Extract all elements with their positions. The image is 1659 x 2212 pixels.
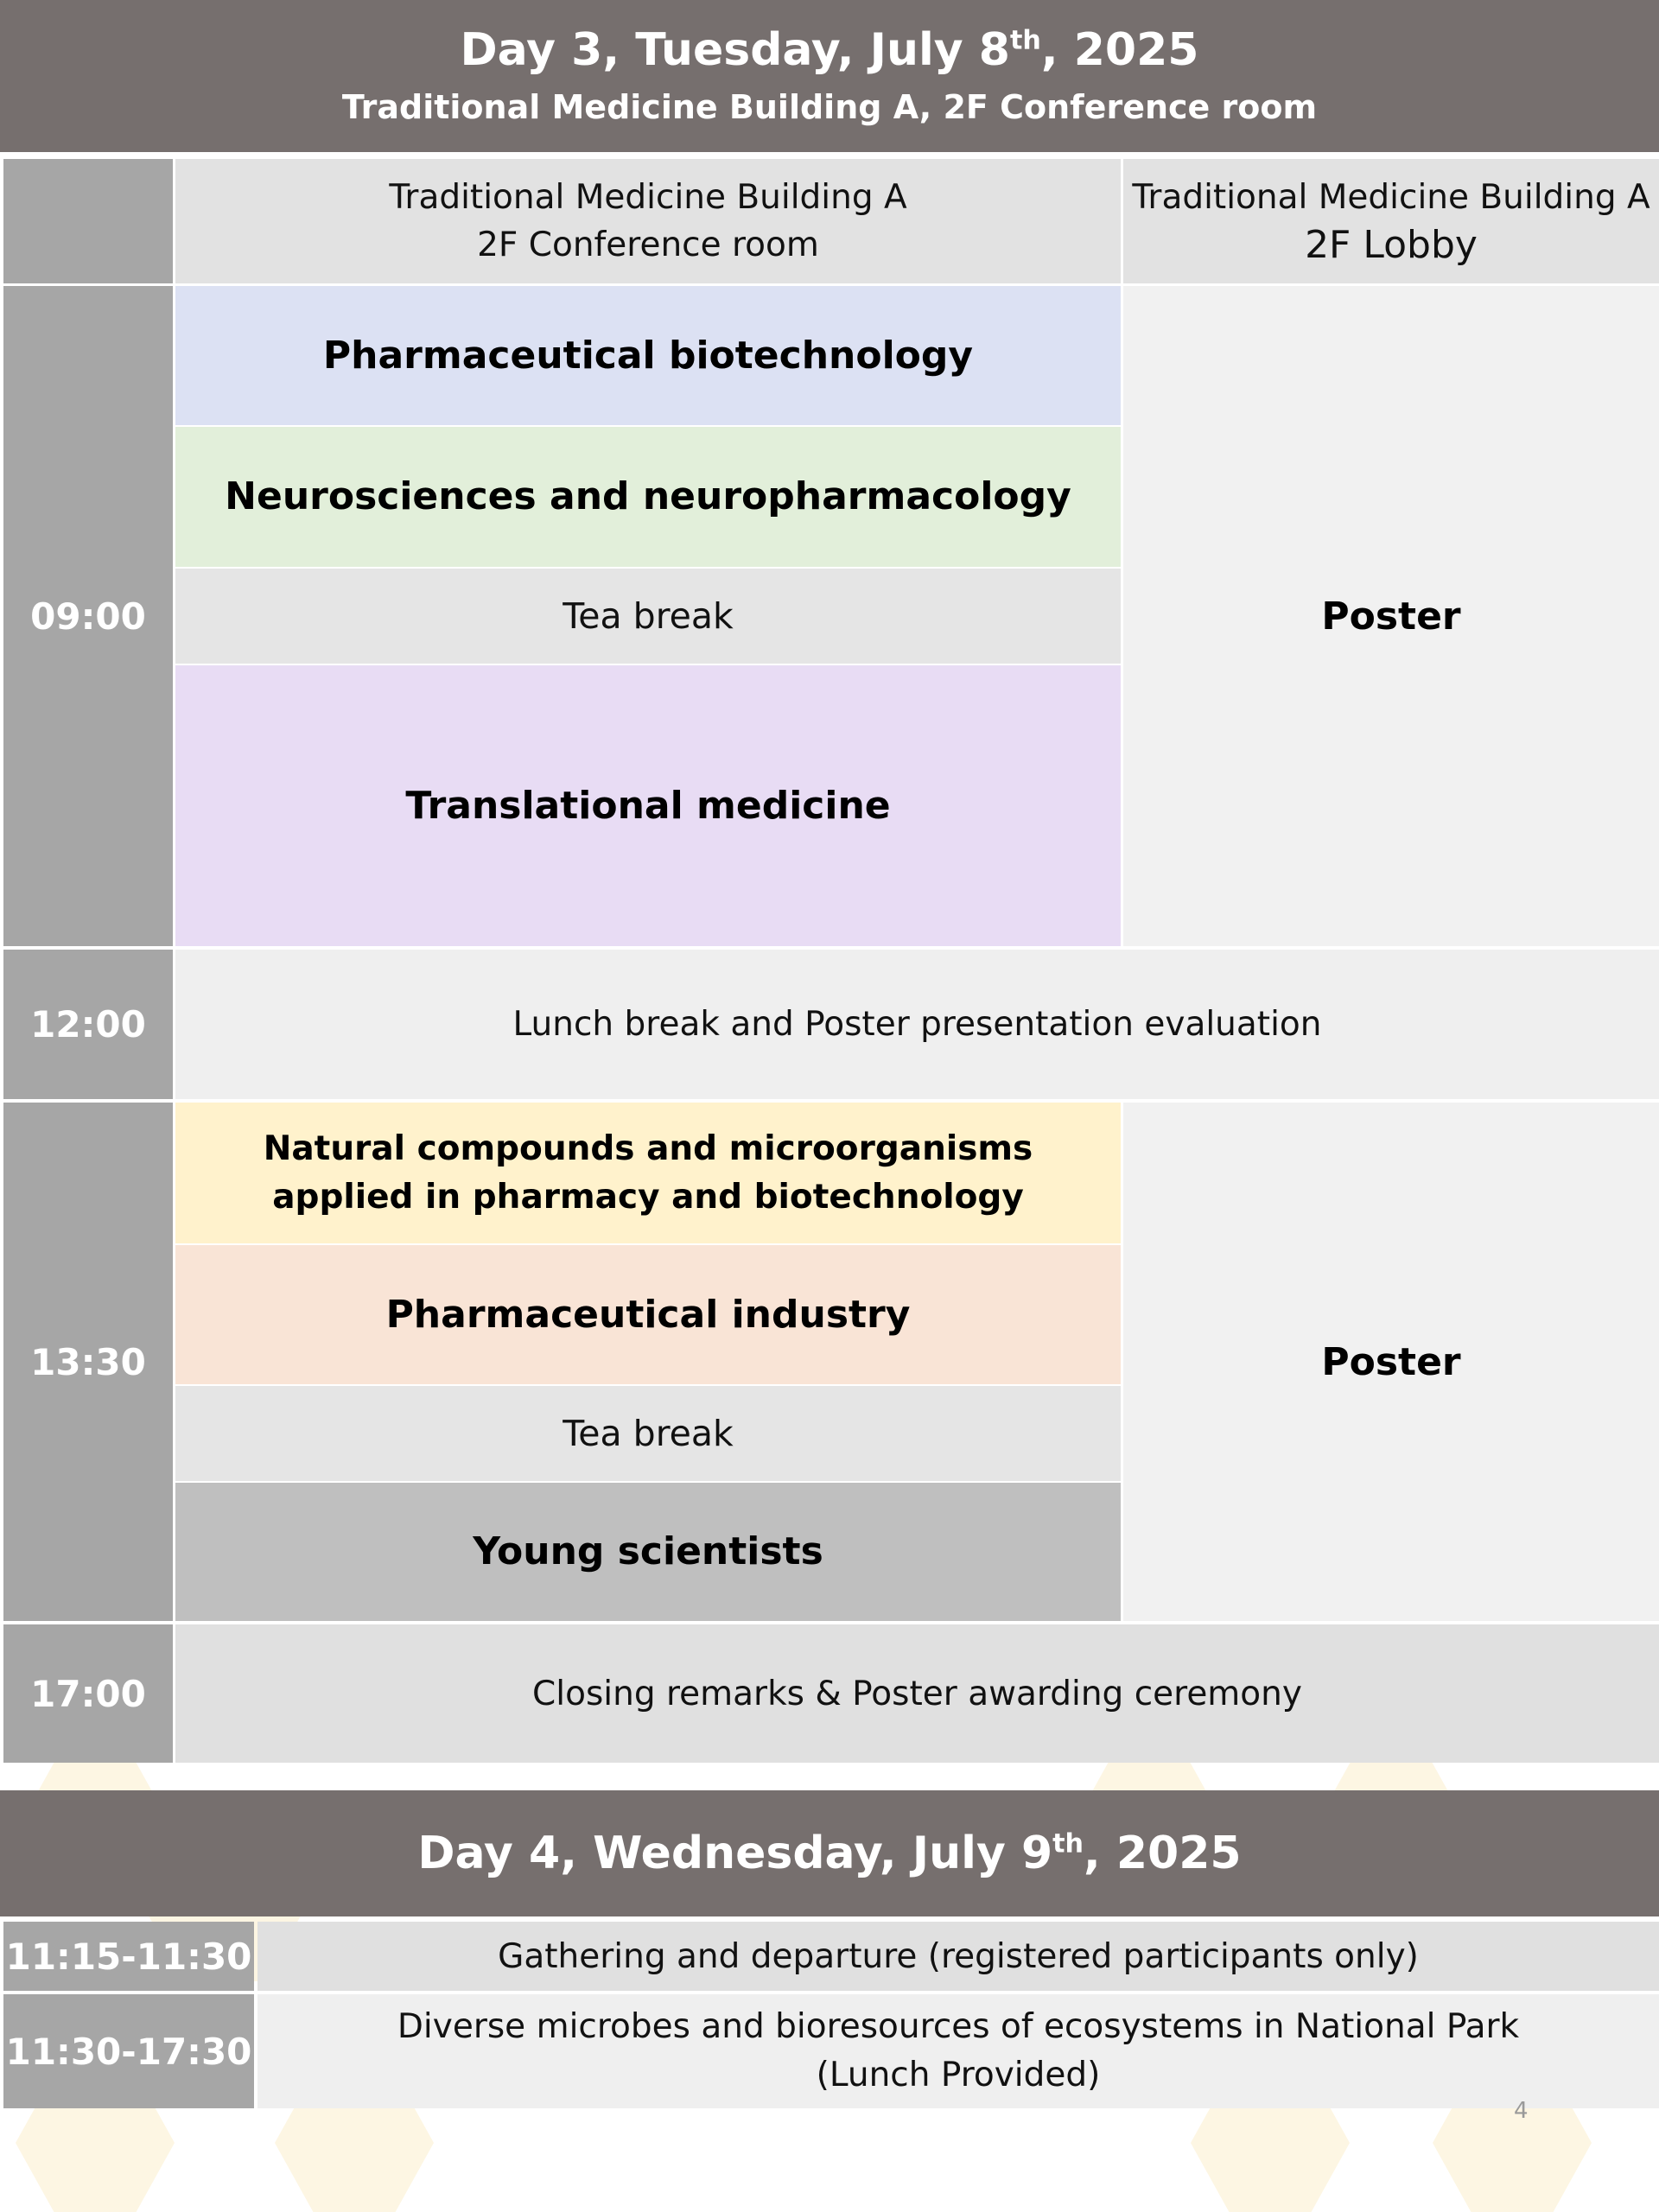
session-young-scientists: Young scientists [175, 1481, 1121, 1621]
poster-afternoon: Poster [1123, 1103, 1659, 1621]
closing-remarks: Closing remarks & Poster awarding ceremony [175, 1624, 1659, 1763]
day4-time-2: 11:30-17:30 [3, 1994, 254, 2108]
time-1330: 13:30 [3, 1103, 173, 1621]
day4-activity-2: Diverse microbes and bioresources of ecosystems in National Park (Lunch Provided) [257, 1994, 1659, 2108]
session-natural-compounds: Natural compounds and microorganisms applied in pharmacy and biotechnology [175, 1103, 1121, 1243]
lobby-header: Traditional Medicine Building A 2F Lobby [1123, 159, 1659, 283]
session-translational-medicine: Translational medicine [175, 664, 1121, 946]
session-pharmaceutical-biotechnology: Pharmaceutical biotechnology [175, 286, 1121, 425]
time-0900: 09:00 [3, 286, 173, 946]
day3-banner [0, 0, 1659, 152]
poster-morning: Poster [1123, 286, 1659, 946]
lunch-break: Lunch break and Poster presentation evaluation [175, 950, 1659, 1099]
time-header-cell [3, 159, 173, 283]
conference-room-header: Traditional Medicine Building A 2F Conference room [175, 159, 1121, 283]
day4-title: Day 4, Wednesday, July 9th, 2025 [417, 1827, 1242, 1879]
time-1700: 17:00 [3, 1624, 173, 1763]
day3-subtitle: Traditional Medicine Building A, 2F Conference room [341, 88, 1318, 126]
time-1200: 12:00 [3, 950, 173, 1099]
tea-break-morning: Tea break [175, 567, 1121, 664]
day3-title: Day 3, Tuesday, July 8th, 2025 [460, 24, 1199, 76]
day4-activity-1: Gathering and departure (registered participants only) [257, 1922, 1659, 1991]
day4-banner [0, 1790, 1659, 1916]
day4-time-1: 11:15-11:30 [3, 1922, 254, 1991]
tea-break-afternoon: Tea break [175, 1384, 1121, 1481]
session-pharmaceutical-industry: Pharmaceutical industry [175, 1243, 1121, 1384]
page-number: 4 [1514, 2098, 1529, 2124]
session-neurosciences: Neurosciences and neuropharmacology [175, 425, 1121, 567]
